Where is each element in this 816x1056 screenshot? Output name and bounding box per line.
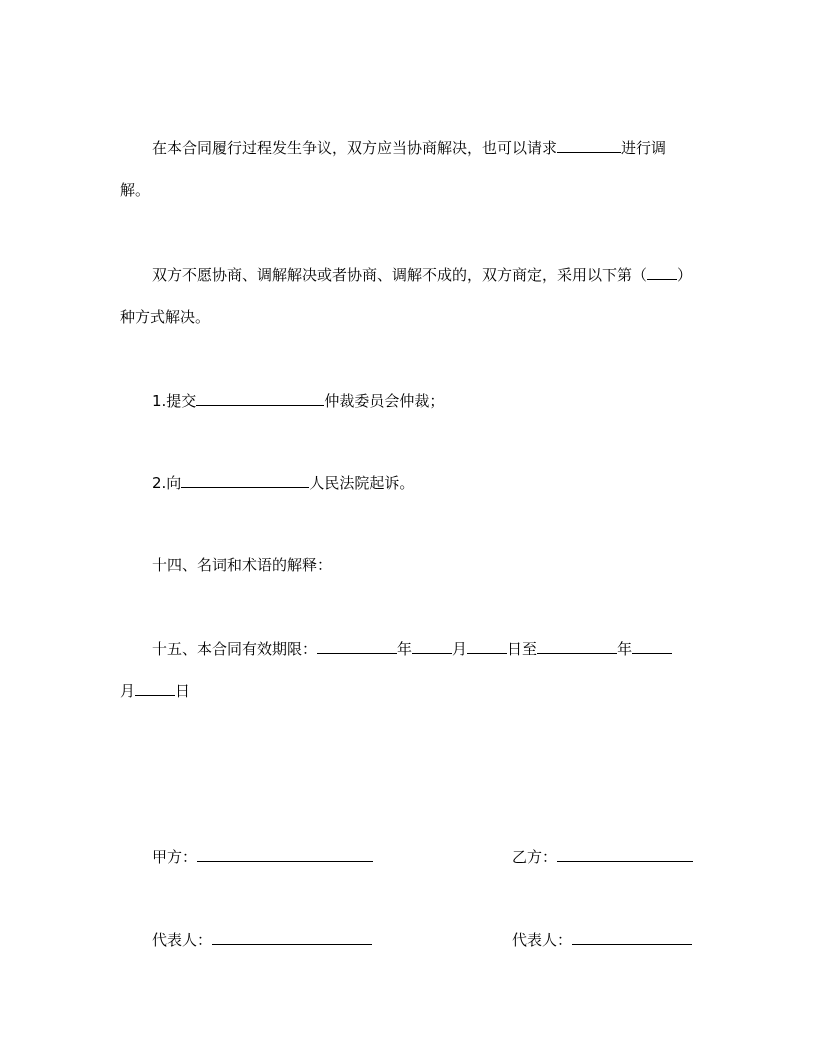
- day-label-2: 日: [175, 682, 191, 700]
- resolution-text-cont: 种方式解决。: [120, 308, 211, 326]
- start-day-blank: [467, 638, 507, 654]
- party-a-signature: [152, 846, 373, 867]
- option-number-blank: [647, 264, 677, 280]
- day-to-label: 日至: [507, 640, 538, 658]
- resolution-paragraph-line1: [152, 264, 692, 285]
- option1-text: 仲裁委员会仲裁；: [324, 392, 445, 410]
- section14-text: 十四、名词和术语的解释：: [152, 556, 333, 574]
- section-15-validity-line1: [152, 638, 672, 659]
- start-month-blank: [412, 638, 452, 654]
- end-month-blank: [632, 638, 672, 654]
- rep-a-blank: [212, 929, 372, 945]
- dispute-text: 在本合同履行过程发生争议，双方应当协商解决，也可以请求: [152, 139, 558, 157]
- rep-b-label: 代表人：: [512, 931, 573, 949]
- month-label-2: 月: [120, 682, 136, 700]
- party-b-signature: [512, 846, 693, 867]
- option2-text: 人民法院起诉。: [309, 474, 415, 492]
- option2-label: 2.向: [152, 474, 182, 492]
- resolution-paragraph-line2: [120, 307, 210, 327]
- year-label: 年: [397, 640, 413, 658]
- party-b-label: 乙方：: [512, 848, 558, 866]
- section-15-validity-line2: [120, 680, 190, 701]
- end-day-blank: [135, 680, 175, 696]
- year-label-2: 年: [617, 640, 633, 658]
- party-a-blank: [197, 846, 373, 862]
- start-year-blank: [317, 638, 397, 654]
- party-a-label: 甲方：: [152, 848, 198, 866]
- option-arbitration: [152, 390, 444, 411]
- dispute-text-cont: 解。: [120, 181, 151, 199]
- dispute-text-end: 进行调: [621, 139, 667, 157]
- dispute-paragraph-line2: [120, 180, 150, 200]
- rep-b-blank: [572, 929, 692, 945]
- option-court: [152, 472, 414, 493]
- mediator-blank: [557, 137, 621, 153]
- dispute-paragraph-line1: [152, 137, 666, 158]
- section-14-heading: [152, 555, 332, 575]
- month-label: 月: [452, 640, 468, 658]
- resolution-paren-close: ）: [677, 266, 693, 284]
- party-b-blank: [557, 846, 693, 862]
- validity-label: 十五、本合同有效期限：: [152, 640, 318, 658]
- rep-a-signature: [152, 929, 372, 950]
- court-blank: [181, 472, 309, 488]
- arbitration-committee-blank: [196, 390, 324, 406]
- rep-b-signature: [512, 929, 692, 950]
- resolution-text: 双方不愿协商、调解解决或者协商、调解不成的，双方商定，采用以下第（: [152, 266, 648, 284]
- option1-label: 1.提交: [152, 392, 197, 410]
- rep-a-label: 代表人：: [152, 931, 213, 949]
- end-year-blank: [537, 638, 617, 654]
